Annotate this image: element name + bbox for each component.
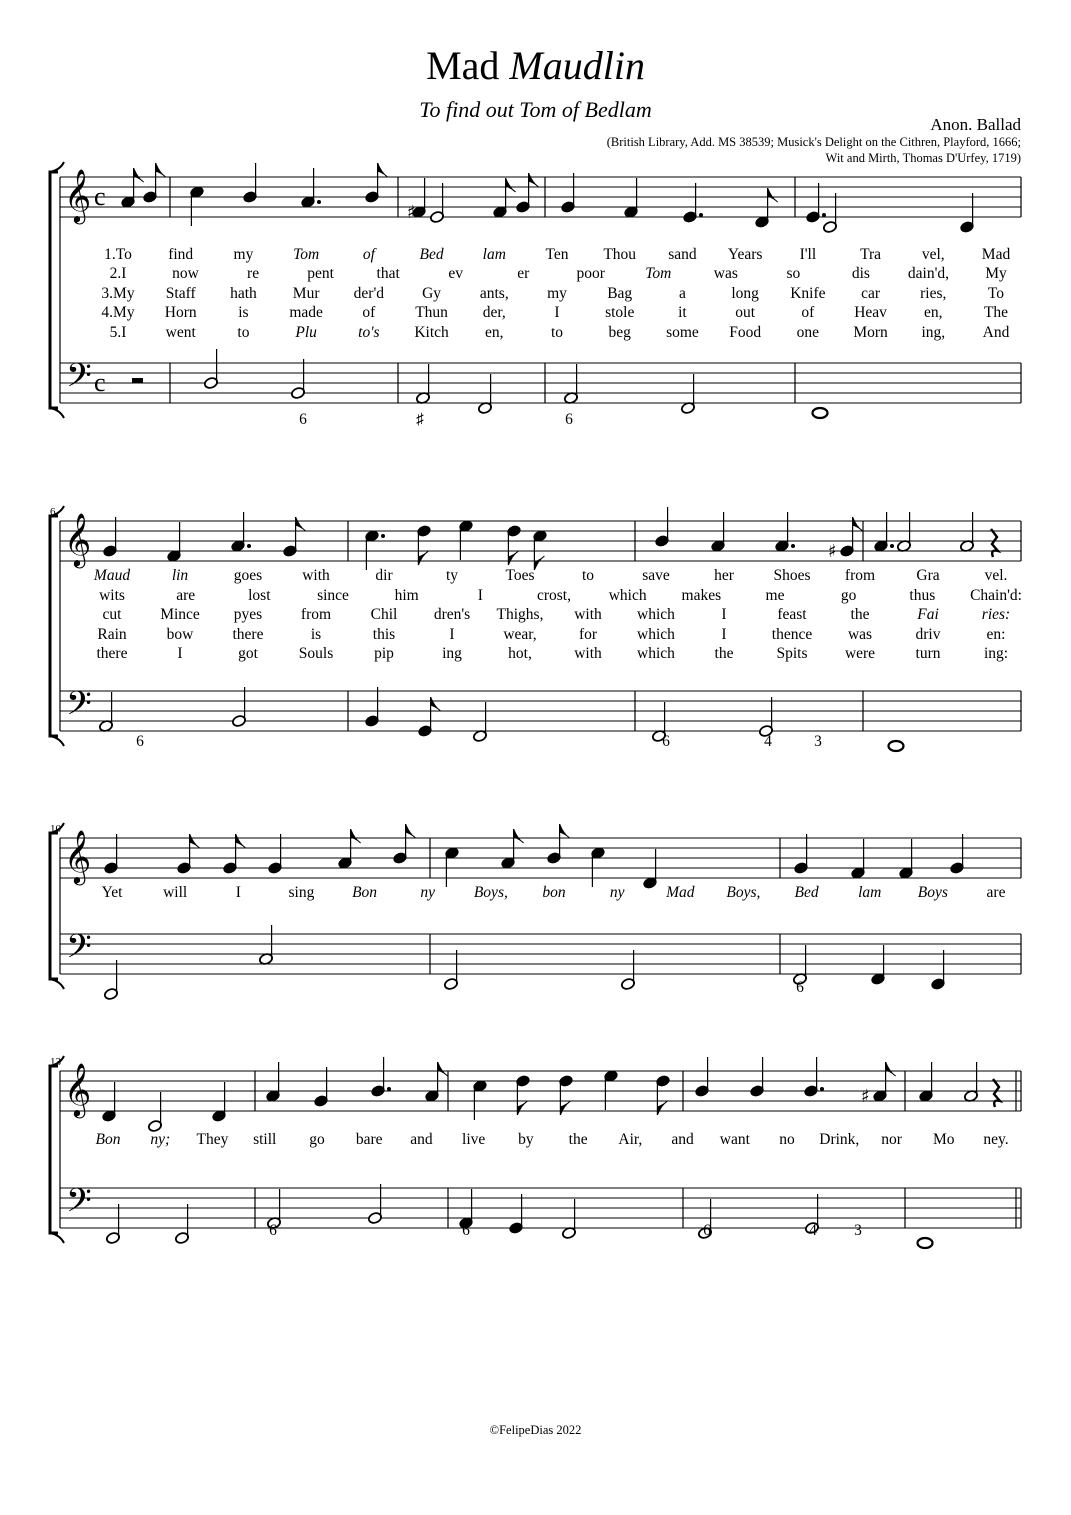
- system-bracket: [50, 833, 58, 979]
- lyric-syllable: The: [983, 304, 1009, 321]
- sharp-icon: ♯: [861, 1086, 870, 1107]
- lyric-syllable: driv: [915, 626, 941, 643]
- lyric-syllable: I'll: [799, 246, 817, 263]
- figured-bass: 6: [703, 1222, 711, 1239]
- augmentation-dot: [699, 213, 703, 217]
- treble-clef-icon: 𝄞: [64, 512, 92, 566]
- lyric-syllable: my: [233, 246, 254, 263]
- lyric-syllable: turn: [915, 645, 941, 662]
- augmentation-dot: [791, 544, 795, 548]
- lyric-syllable: ny: [609, 884, 625, 901]
- bass-clef-icon: 𝄢: [66, 357, 92, 403]
- lyric-syllable: My: [985, 265, 1007, 282]
- lyric-syllable: hot,: [508, 645, 532, 662]
- figured-bass: 6: [299, 411, 307, 428]
- title-italic: Maudlin: [509, 43, 645, 88]
- lyric-syllable: Mo: [932, 1131, 955, 1148]
- lyric-syllable: now: [172, 265, 199, 282]
- measure-number: 6: [50, 506, 56, 518]
- lyric-syllable: so: [786, 265, 801, 282]
- lyric-syllable: which: [637, 626, 675, 643]
- lyric-syllable: a: [678, 285, 686, 302]
- lyric-syllable: the: [568, 1131, 588, 1148]
- common-time-icon: c: [94, 368, 106, 397]
- bracket-hook: [50, 1233, 64, 1243]
- lyric-syllable: Toes: [505, 567, 535, 584]
- lyric-syllable: Fai: [917, 606, 939, 623]
- lyric-syllable: Boys,: [473, 884, 508, 901]
- lyric-syllable: of: [801, 304, 815, 321]
- lyric-syllable: thus: [909, 587, 936, 604]
- lyric-syllable: Food: [729, 324, 762, 341]
- lyric-syllable: dir: [375, 567, 393, 584]
- lyric-syllable: I: [177, 645, 183, 662]
- lyric-syllable: der'd: [353, 285, 385, 302]
- common-time-icon: c: [94, 182, 106, 211]
- lyric-syllable: ries:: [981, 606, 1011, 623]
- lyric-syllable: find: [168, 246, 194, 263]
- lyric-syllable: re: [247, 265, 260, 282]
- augmentation-dot: [247, 544, 251, 548]
- note-flag: [378, 163, 388, 177]
- lyric-syllable: him: [394, 587, 419, 604]
- lyric-syllable: er: [517, 265, 530, 282]
- lyric-syllable: Gy: [422, 285, 442, 302]
- note-flag: [768, 188, 778, 202]
- lyric-syllable: bon: [542, 884, 566, 901]
- source-line-2: Wit and Mirth, Thomas D'Urfey, 1719): [825, 151, 1021, 165]
- lyric-syllable: Tom: [293, 246, 320, 263]
- lyric-syllable: was: [847, 626, 873, 643]
- lyric-syllable: hath: [230, 285, 257, 302]
- copyright: ©FelipeDias 2022: [489, 1423, 582, 1437]
- lyric-syllable: dren's: [433, 606, 471, 623]
- lyric-syllable: pent: [307, 265, 334, 282]
- augmentation-dot: [820, 1087, 824, 1091]
- lyric-syllable: pip: [374, 645, 394, 662]
- figured-bass: 4: [764, 733, 772, 750]
- lyric-syllable: Thou: [603, 246, 637, 263]
- lyric-syllable: long: [731, 285, 759, 302]
- lyric-syllable: Plu: [295, 324, 317, 341]
- lyric-syllable: Morn: [853, 324, 888, 341]
- lyric-syllable: live: [462, 1131, 486, 1148]
- lyric-syllable: Tra: [860, 246, 882, 263]
- lyric-syllable: Drink,: [819, 1131, 860, 1148]
- quarter-rest-icon: [991, 529, 998, 557]
- note-flag: [236, 834, 246, 848]
- lyric-syllable: beg: [608, 324, 631, 341]
- lyric-syllable: will: [163, 884, 188, 901]
- lyric-syllable: and: [671, 1131, 694, 1148]
- lyric-syllable: Chil: [370, 606, 398, 623]
- lyric-syllable: save: [642, 567, 670, 584]
- bass-clef-icon: 𝄢: [66, 1182, 92, 1228]
- lyric-syllable: dis: [851, 265, 870, 282]
- lyric-syllable: der,: [482, 304, 506, 321]
- lyric-syllable: poor: [576, 265, 605, 282]
- title-roman: Mad: [426, 43, 500, 88]
- lyric-syllable: are: [176, 587, 196, 604]
- lyric-syllable: with: [302, 567, 330, 584]
- bracket-hook: [50, 408, 64, 418]
- lyric-syllable: of: [362, 246, 375, 263]
- lyric-syllable: I: [235, 884, 241, 901]
- figured-bass: 6: [796, 979, 804, 996]
- lyric-syllable: Mad: [981, 246, 1011, 263]
- lyric-syllable: I: [721, 606, 727, 623]
- treble-clef-icon: 𝄞: [64, 168, 92, 222]
- note-flag: [517, 1101, 527, 1115]
- lyric-syllable: is: [238, 304, 249, 321]
- lyric-syllable: Years: [727, 246, 763, 263]
- lyric-syllable: go: [309, 1131, 325, 1148]
- bass-clef-icon: 𝄢: [66, 685, 92, 731]
- lyric-syllable: which: [637, 606, 675, 623]
- lyric-syllable: Heav: [854, 304, 887, 321]
- note-flag: [529, 173, 539, 187]
- source-line-1: (British Library, Add. MS 38539; Musick's Delight on the Cithren, Playford, 1666;: [606, 135, 1021, 149]
- figured-bass: 6: [136, 733, 144, 750]
- note-flag: [438, 1062, 448, 1076]
- lyric-syllable: by: [518, 1131, 534, 1148]
- lyric-syllable: crost,: [536, 587, 572, 604]
- lyric-syllable: vel,: [921, 246, 945, 263]
- lyric-syllable: en:: [986, 626, 1006, 643]
- lyric-syllable: They: [196, 1131, 229, 1148]
- lyric-syllable: ing,: [921, 324, 946, 341]
- lyric-syllable: makes: [681, 587, 722, 604]
- figured-bass: 6: [662, 733, 670, 750]
- lyric-syllable: wear,: [503, 626, 537, 643]
- lyric-syllable: Bed: [419, 246, 444, 263]
- bracket-hook: [50, 736, 64, 746]
- lyric-syllable: which: [608, 587, 647, 604]
- lyric-syllable: bare: [355, 1131, 383, 1148]
- lyric-syllable: for: [578, 626, 598, 643]
- lyric-syllable: ants,: [479, 285, 509, 302]
- lyric-syllable: there: [96, 645, 128, 662]
- lyric-syllable: ries,: [920, 285, 947, 302]
- lyric-syllable: with: [574, 606, 602, 623]
- lyric-syllable: since: [317, 587, 349, 604]
- lyric-syllable: dain'd,: [907, 265, 950, 282]
- figured-bass: ♯: [416, 411, 424, 428]
- note-flag: [506, 178, 516, 192]
- lyric-syllable: out: [735, 304, 756, 321]
- lyric-syllable: Bag: [607, 285, 633, 302]
- lyric-syllable: Bon: [95, 1131, 121, 1148]
- lyric-syllable: go: [840, 587, 857, 604]
- lyric-syllable: pyes: [233, 606, 263, 623]
- lyric-syllable: got: [238, 645, 258, 662]
- figured-bass: 4: [809, 1222, 817, 1239]
- lyric-syllable: want: [719, 1131, 750, 1148]
- note-flag: [886, 1062, 896, 1076]
- treble-clef-icon: 𝄞: [64, 829, 92, 883]
- measure-number: 10: [50, 823, 61, 835]
- note-flag: [508, 551, 518, 565]
- lyric-syllable: 1.To: [104, 246, 132, 263]
- lyric-syllable: went: [165, 324, 196, 341]
- lyric-syllable: Air,: [618, 1131, 643, 1148]
- lyric-syllable: ny: [420, 884, 436, 901]
- lyric-syllable: her: [714, 567, 734, 584]
- lyric-syllable: feast: [777, 606, 807, 623]
- lyric-syllable: to's: [358, 324, 380, 341]
- lyric-syllable: Yet: [101, 884, 123, 901]
- measure-number: 13: [50, 1056, 61, 1068]
- figured-bass: 3: [814, 733, 822, 750]
- whole-note: [918, 1238, 933, 1248]
- note-flag: [431, 697, 441, 711]
- note-flag: [418, 551, 428, 565]
- augmentation-dot: [317, 200, 321, 204]
- lyric-syllable: I: [449, 626, 455, 643]
- note-flag: [560, 1101, 570, 1115]
- lyric-syllable: sand: [668, 246, 697, 263]
- lyric-syllable: the: [850, 606, 870, 623]
- lyric-syllable: me: [765, 587, 785, 604]
- whole-note: [889, 741, 904, 751]
- lyric-syllable: one: [796, 324, 820, 341]
- lyric-syllable: goes: [233, 567, 263, 584]
- lyric-syllable: is: [310, 626, 322, 643]
- lyric-syllable: was: [713, 265, 738, 282]
- lyric-syllable: it: [678, 304, 687, 321]
- lyric-syllable: Maud: [93, 567, 131, 584]
- lyric-syllable: to: [237, 324, 250, 341]
- whole-note: [813, 408, 828, 418]
- lyric-syllable: To: [987, 285, 1005, 302]
- lyric-syllable: ev: [448, 265, 464, 282]
- lyric-syllable: bow: [166, 626, 194, 643]
- note-flag: [296, 517, 306, 531]
- lyric-syllable: lost: [248, 587, 271, 604]
- augmentation-dot: [822, 213, 826, 217]
- lyric-syllable: were: [844, 645, 876, 662]
- lyric-syllable: this: [372, 626, 396, 643]
- lyric-syllable: wits: [99, 587, 125, 604]
- lyric-syllable: Mince: [160, 606, 200, 623]
- lyric-syllable: Mur: [292, 285, 320, 302]
- half-rest-icon: [132, 378, 143, 383]
- lyric-syllable: are: [986, 884, 1006, 901]
- lyric-syllable: vel.: [984, 567, 1008, 584]
- lyric-syllable: 4.My: [101, 304, 135, 321]
- treble-clef-icon: 𝄞: [64, 1062, 92, 1116]
- figured-bass: 6: [565, 411, 573, 428]
- lyric-syllable: ney.: [983, 1131, 1009, 1148]
- lyric-syllable: with: [574, 645, 602, 662]
- bracket-hook: [50, 979, 64, 989]
- subtitle: To find out Tom of Bedlam: [419, 97, 652, 122]
- lyric-syllable: Kitch: [414, 324, 449, 341]
- sharp-icon: ♯: [828, 541, 837, 562]
- lyric-syllable: Boys: [917, 884, 948, 901]
- lyric-syllable: of: [362, 304, 376, 321]
- bass-clef-icon: 𝄢: [66, 928, 92, 974]
- lyric-syllable: lam: [858, 884, 882, 901]
- note-flag: [853, 517, 863, 531]
- lyric-syllable: ing: [442, 645, 462, 662]
- lyric-syllable: Rain: [97, 626, 127, 643]
- augmentation-dot: [381, 534, 385, 538]
- figured-bass: 6: [269, 1222, 277, 1239]
- system-bracket: [50, 516, 58, 736]
- lyric-syllable: Chain'd:: [970, 587, 1022, 604]
- lyric-syllable: the: [714, 645, 734, 662]
- lyric-syllable: Spits: [776, 645, 808, 662]
- lyric-syllable: which: [637, 645, 675, 662]
- system-bracket: [50, 1066, 58, 1233]
- lyric-syllable: Boys,: [726, 884, 761, 901]
- note-flag: [134, 168, 144, 182]
- lyric-syllable: ty: [445, 567, 459, 584]
- quarter-rest-icon: [993, 1079, 1000, 1107]
- lyric-syllable: Bed: [794, 884, 819, 901]
- lyric-syllable: 3.My: [101, 285, 135, 302]
- note-flag: [514, 829, 524, 843]
- lyric-syllable: still: [253, 1131, 277, 1148]
- lyric-syllable: lam: [482, 246, 506, 263]
- lyric-syllable: to: [581, 567, 595, 584]
- lyric-syllable: no: [779, 1131, 795, 1148]
- augmentation-dot: [890, 544, 894, 548]
- lyric-syllable: 5.I: [109, 324, 127, 341]
- note-flag: [156, 163, 166, 177]
- lyric-syllable: Mad: [666, 884, 695, 901]
- lyric-syllable: to: [550, 324, 564, 341]
- lyric-syllable: Staff: [165, 285, 196, 302]
- lyric-syllable: nor: [881, 1131, 902, 1148]
- note-flag: [190, 834, 200, 848]
- lyric-syllable: Thun: [415, 304, 448, 321]
- lyric-syllable: Shoes: [773, 567, 811, 584]
- lyric-syllable: stole: [605, 304, 635, 321]
- lyric-syllable: from: [300, 606, 332, 623]
- lyric-syllable: Ten: [545, 246, 569, 263]
- lyric-syllable: from: [844, 567, 876, 584]
- lyric-syllable: my: [547, 285, 567, 302]
- lyric-syllable: I: [721, 626, 727, 643]
- lyric-syllable: car: [861, 285, 881, 302]
- figured-bass: 3: [854, 1222, 862, 1239]
- lyric-syllable: Knife: [790, 285, 826, 302]
- lyric-syllable: Souls: [298, 645, 334, 662]
- lyric-syllable: cut: [102, 606, 122, 623]
- lyric-syllable: lin: [171, 567, 189, 584]
- note-flag: [351, 829, 361, 843]
- lyric-syllable: that: [376, 265, 400, 282]
- lyric-syllable: I: [554, 304, 560, 321]
- lyric-syllable: there: [232, 626, 264, 643]
- lyric-syllable: en,: [485, 324, 504, 341]
- note-flag: [534, 556, 544, 570]
- bracket-hook: [50, 162, 64, 172]
- lyric-syllable: 2.I: [109, 265, 127, 282]
- lyric-syllable: Gra: [916, 567, 940, 584]
- lyric-syllable: thence: [771, 626, 813, 643]
- lyric-syllable: ing:: [983, 645, 1009, 662]
- lyric-syllable: Tom: [645, 265, 672, 282]
- lyric-syllable: and: [410, 1131, 433, 1148]
- figured-bass: 6: [462, 1222, 470, 1239]
- lyric-syllable: made: [289, 304, 323, 321]
- augmentation-dot: [387, 1087, 391, 1091]
- lyric-syllable: Thighs,: [496, 606, 544, 623]
- note-flag: [657, 1101, 667, 1115]
- lyric-syllable: Bon: [352, 884, 378, 901]
- lyric-syllable: sing: [288, 884, 315, 901]
- composer: Anon. Ballad: [930, 115, 1021, 134]
- system-bracket: [50, 172, 58, 408]
- sharp-icon: ♯: [407, 202, 416, 223]
- lyric-syllable: en,: [924, 304, 943, 321]
- note-flag: [560, 824, 570, 838]
- lyric-syllable: ny;: [150, 1131, 171, 1148]
- lyric-syllable: I: [477, 587, 483, 604]
- lyric-syllable: And: [982, 324, 1010, 341]
- lyric-syllable: Horn: [164, 304, 197, 321]
- lyric-syllable: some: [666, 324, 699, 341]
- note-flag: [406, 824, 416, 838]
